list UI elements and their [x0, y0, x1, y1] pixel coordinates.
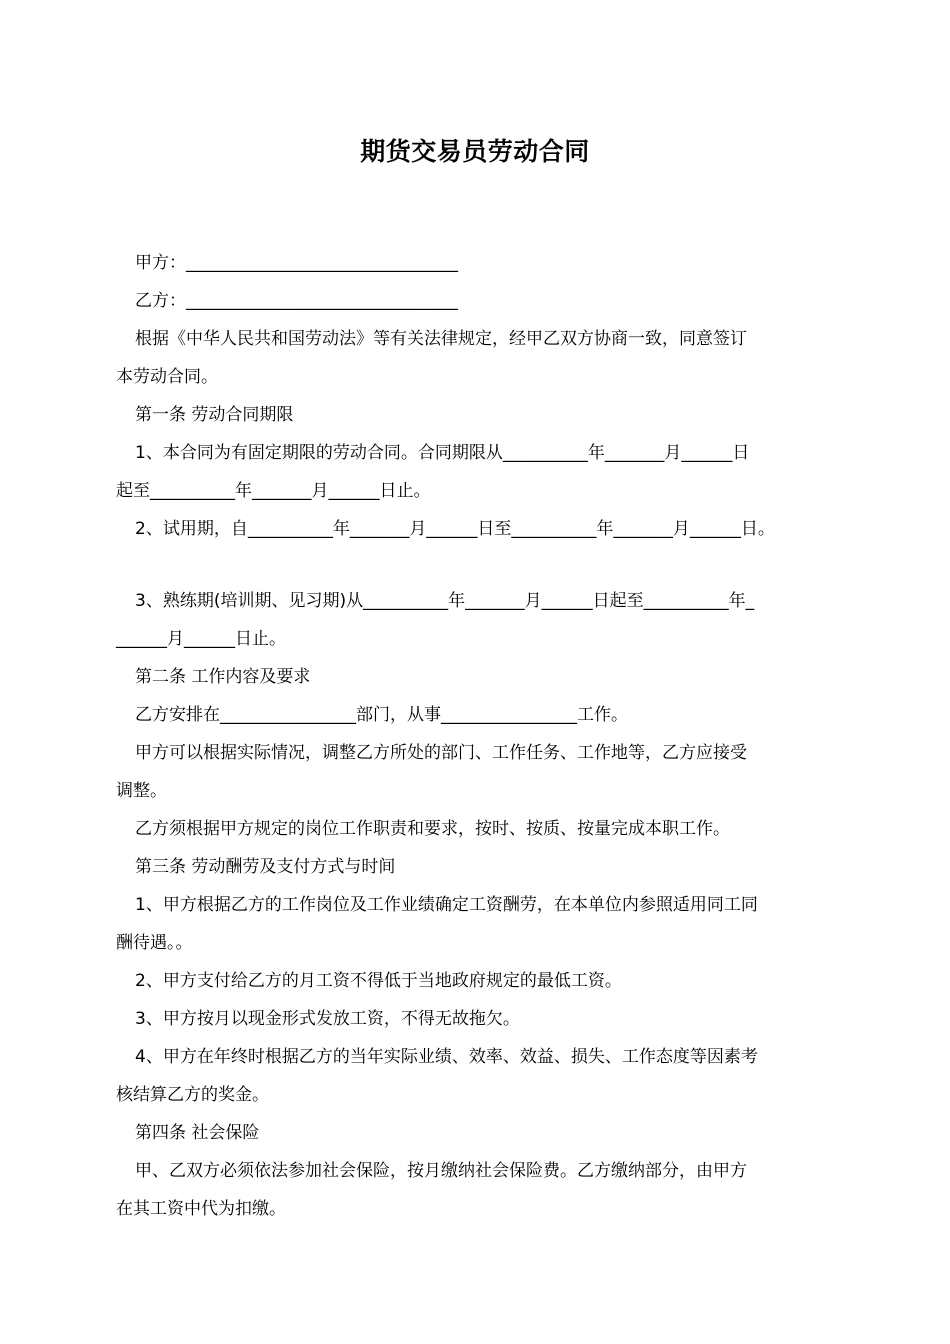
party-b-line: 乙方：________________________________ [135, 291, 458, 311]
article-2-para-2: 甲方可以根据实际情况，调整乙方所处的部门、工作任务、工作地等，乙方应接受 [135, 743, 747, 763]
preamble-line: 根据《中华人民共和国劳动法》等有关法律规定，经甲乙双方协商一致，同意签订 [135, 329, 747, 349]
article-1-clause-3-cont: ______月______日止。 [116, 629, 286, 649]
article-1-clause-1-cont: 起至__________年_______月______日止。 [116, 481, 431, 501]
article-2-para-3: 乙方须根据甲方规定的岗位工作职责和要求，按时、按质、按量完成本职工作。 [135, 819, 730, 839]
party-a-line: 甲方：________________________________ [135, 253, 458, 273]
article-4-para-1-cont: 在其工资中代为扣缴。 [116, 1199, 286, 1219]
preamble-line-cont: 本劳动合同。 [116, 367, 218, 387]
article-1-clause-3: 3、熟练期(培训期、见习期)从__________年_______月______日起至__________年_ [135, 591, 755, 611]
article-4-para-1: 甲、乙双方必须依法参加社会保险，按月缴纳社会保险费。乙方缴纳部分，由甲方 [135, 1161, 747, 1181]
article-1-heading: 第一条 劳动合同期限 [135, 405, 294, 425]
article-3-clause-2: 2、甲方支付给乙方的月工资不得低于当地政府规定的最低工资。 [135, 971, 622, 991]
article-1-clause-2: 2、试用期，自__________年_______月______日至__________年_______月______日。 [135, 519, 775, 539]
article-2-para-1: 乙方安排在________________部门，从事________________工作。 [135, 705, 628, 725]
article-3-clause-3: 3、甲方按月以现金形式发放工资，不得无故拖欠。 [135, 1009, 520, 1029]
article-3-clause-4-cont: 核结算乙方的奖金。 [116, 1085, 269, 1105]
article-3-clause-1: 1、甲方根据乙方的工作岗位及工作业绩确定工资酬劳，在本单位内参照适用同工同 [135, 895, 758, 915]
article-3-clause-4: 4、甲方在年终时根据乙方的当年实际业绩、效率、效益、损失、工作态度等因素考 [135, 1047, 758, 1067]
article-1-clause-1: 1、本合同为有固定期限的劳动合同。合同期限从__________年_______月______日 [135, 443, 750, 463]
article-3-clause-1-cont: 酬待遇。。 [116, 933, 193, 953]
article-2-para-2-cont: 调整。 [116, 781, 167, 801]
paragraph-gap [116, 548, 834, 582]
article-4-heading: 第四条 社会保险 [135, 1123, 260, 1143]
document-body [116, 244, 834, 1228]
article-2-heading: 第二条 工作内容及要求 [135, 667, 311, 687]
article-3-heading: 第三条 劳动酬劳及支付方式与时间 [135, 857, 396, 877]
document-title: 期货交易员劳动合同 [360, 137, 590, 166]
